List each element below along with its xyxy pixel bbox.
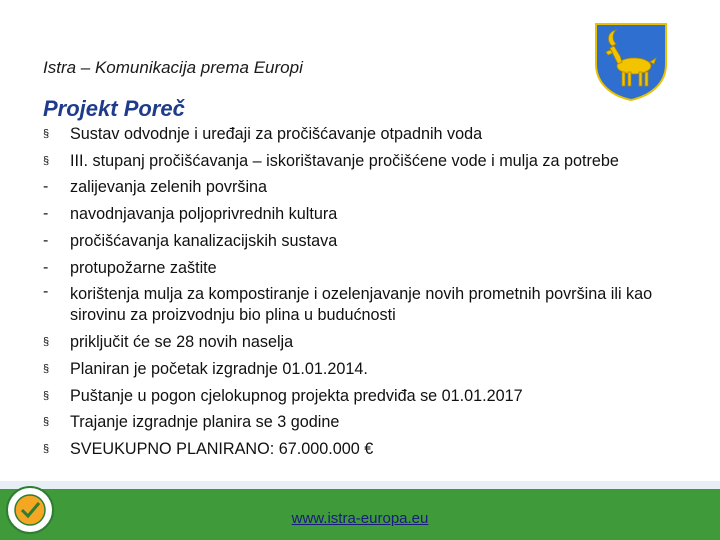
square-bullet-icon: §	[43, 154, 50, 167]
list-item	[43, 201, 703, 228]
page-title: Projekt Poreč	[43, 96, 185, 121]
list-item	[43, 121, 703, 148]
list-item-text: Sustav odvodnje i uređaji za pročišćavanje otpadnih voda	[70, 125, 483, 143]
list-item-text: III. stupanj pročišćavanja – iskorištavanje pročišćene vode i mulja za potrebe	[70, 151, 619, 170]
dash-bullet-icon: -	[43, 178, 49, 196]
square-bullet-icon: §	[43, 336, 50, 349]
list-item-text: Puštanje u pogon cjelokupnog projekta predviđa se 01.01.2017	[70, 386, 523, 405]
square-bullet-icon: §	[43, 389, 50, 402]
list-item-text: priključit će se 28 novih naselja	[70, 333, 294, 352]
dash-bullet-icon: -	[43, 258, 49, 276]
website-link[interactable]: www.istra-europa.eu	[291, 510, 429, 527]
list-item	[43, 281, 703, 329]
list-item	[43, 436, 703, 463]
list-item-text: navodnjavanja poljoprivrednih kultura	[70, 205, 338, 224]
list-item	[43, 329, 703, 356]
list-item	[43, 383, 703, 410]
list-item	[43, 409, 703, 436]
page-subtitle: Istra – Komunikacija prema Europi	[43, 58, 303, 77]
list-item-text: zalijevanja zelenih površina	[70, 178, 268, 197]
list-item-text: pročišćavanja kanalizacijskih sustava	[70, 231, 338, 250]
list-item	[43, 228, 703, 255]
dash-bullet-icon: -	[43, 231, 49, 249]
list-item	[43, 174, 703, 201]
bullet-list	[43, 121, 703, 463]
list-item-text: SVEUKUPNO PLANIRANO: 67.000.000 €	[70, 440, 374, 459]
list-item	[43, 356, 703, 383]
list-item-text: Planiran je početak izgradnje 01.01.2014.	[70, 359, 368, 378]
istria-goat-coat-of-arms-icon	[592, 20, 670, 102]
footer-divider	[0, 481, 720, 489]
dash-bullet-icon: -	[43, 205, 49, 223]
list-item	[43, 148, 703, 175]
list-item-text: korištenja mulja za kompostiranje i ozelenjavanje novih prometnih površina ili kao sirovinu za proizvodnju bio plina u budućnosti	[70, 285, 653, 325]
list-item-text: protupožarne zaštite	[70, 258, 217, 277]
list-item	[43, 255, 703, 282]
square-bullet-icon: §	[43, 362, 50, 375]
dash-bullet-icon: -	[43, 283, 49, 301]
list-item-text: Trajanje izgradnje planira se 3 godine	[70, 413, 340, 432]
square-bullet-icon: §	[43, 416, 50, 429]
square-bullet-icon: §	[43, 443, 50, 456]
round-certification-badge-icon	[4, 484, 56, 536]
square-bullet-icon: §	[43, 128, 50, 140]
